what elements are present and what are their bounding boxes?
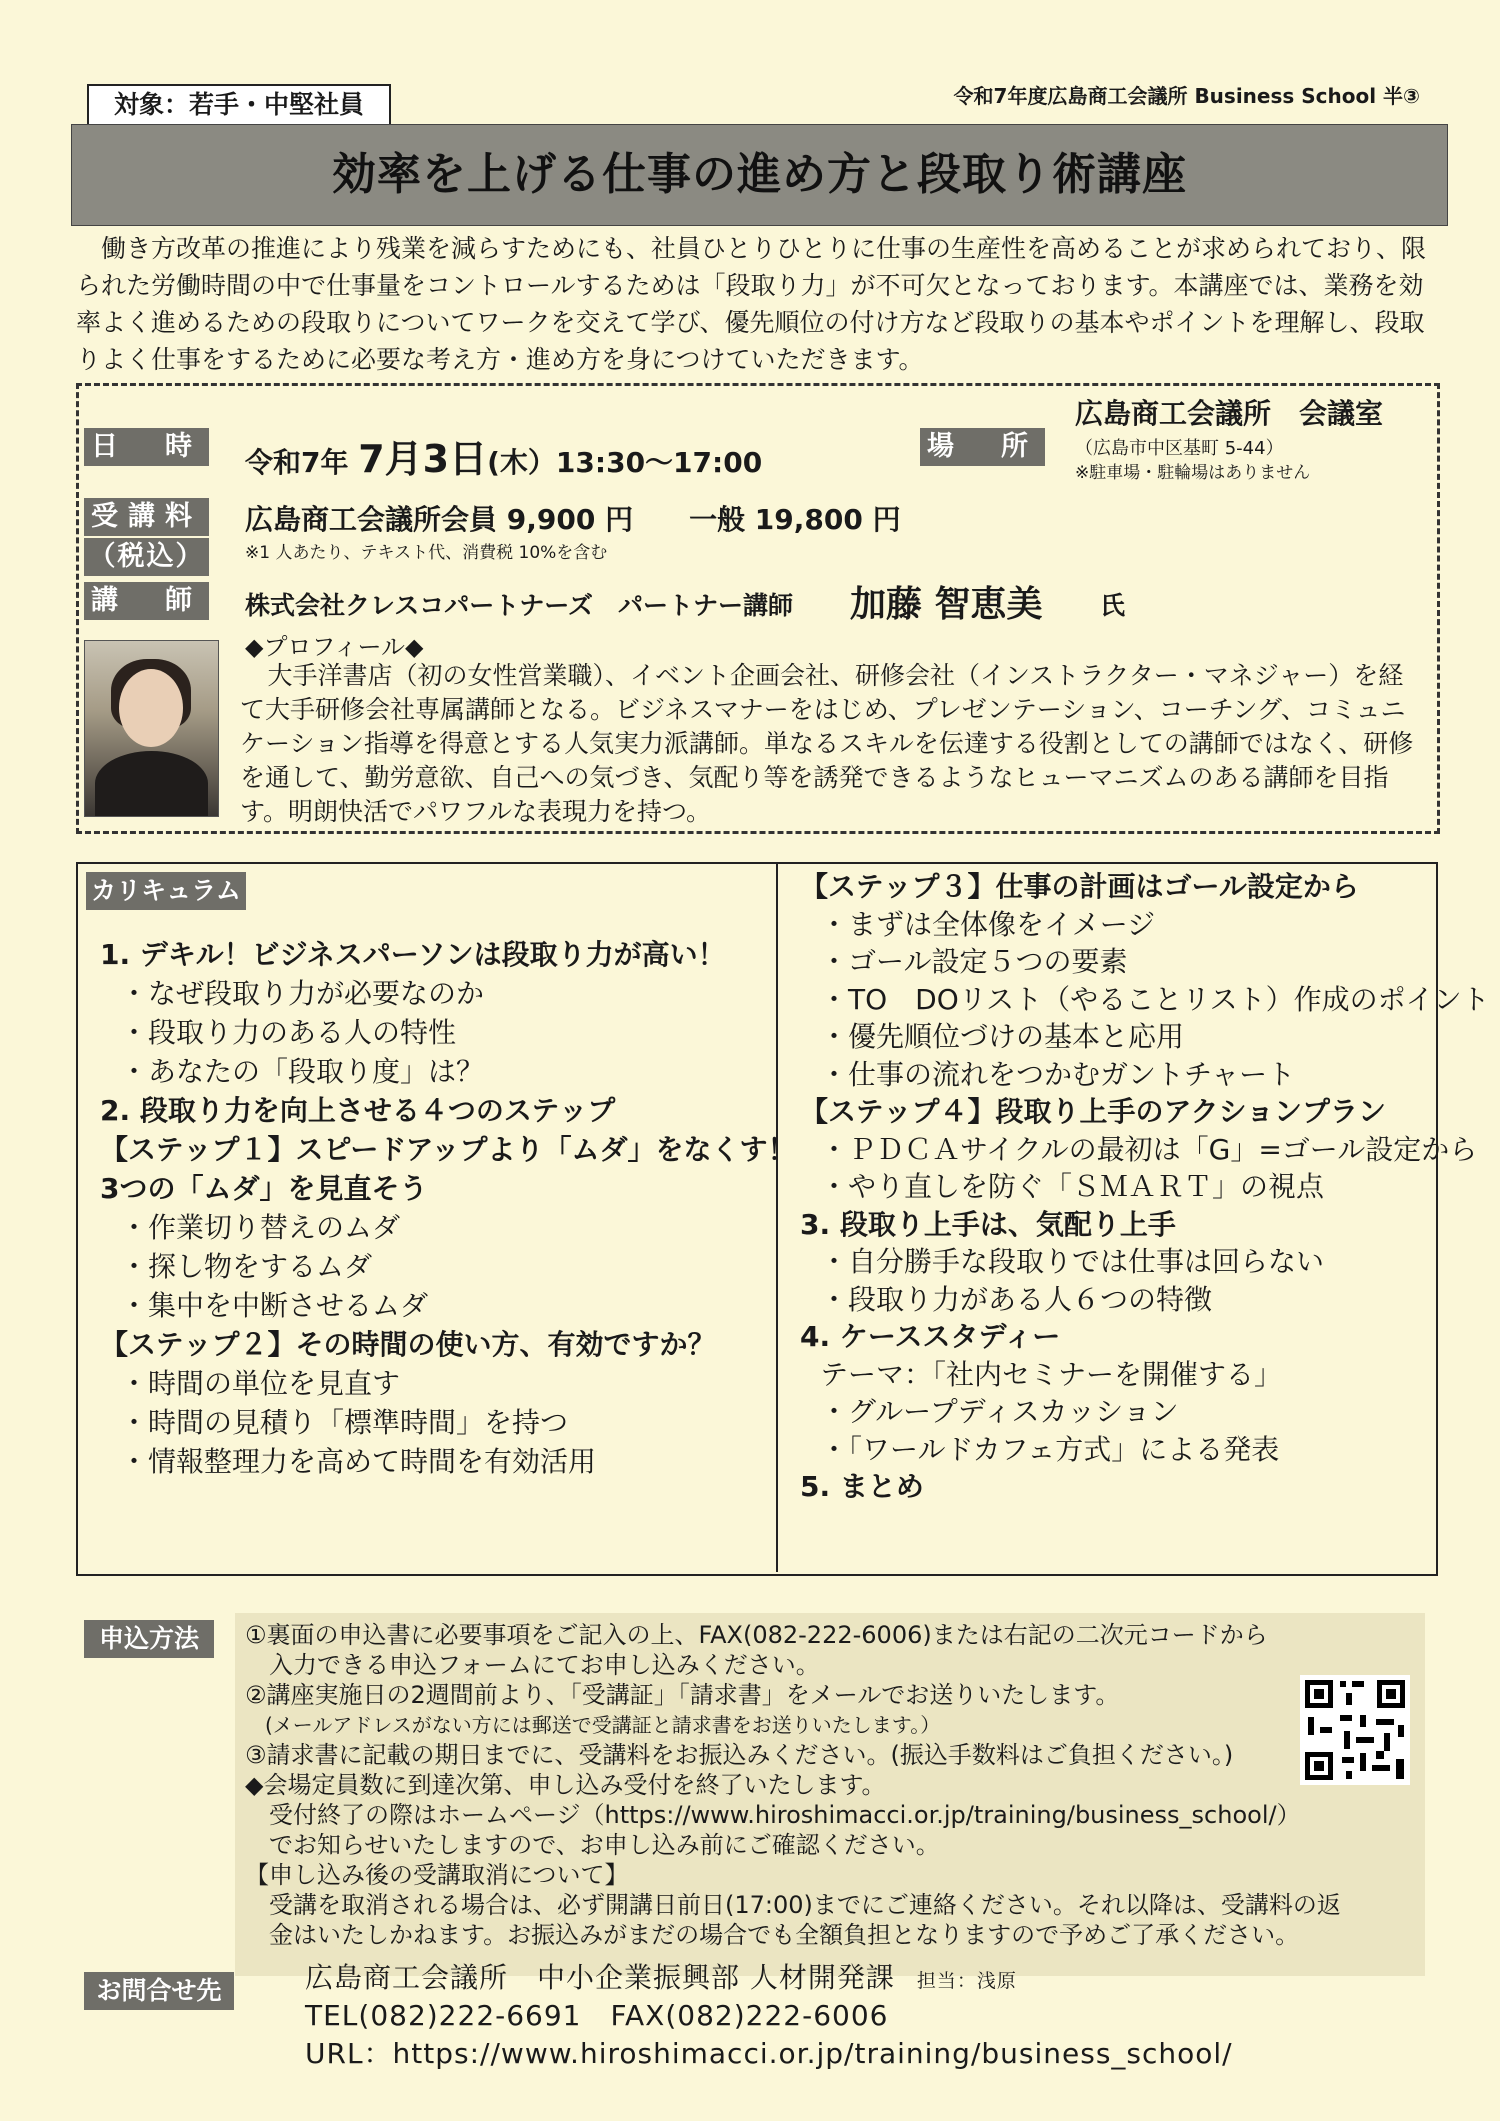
apply-line: ①裏面の申込書に必要事項をご記入の上、FAX(082-222-6006)または右記の二次元コードから: [245, 1621, 1268, 1649]
curriculum-heading: 【ステップ２】その時間の使い方、有効ですか？: [100, 1328, 716, 1361]
curriculum-item: ・グループディスカッション: [820, 1395, 1179, 1428]
curriculum-item: ・段取り力がある人６つの特徴: [820, 1282, 1213, 1316]
contact-url[interactable]: URL：https://www.hiroshimacci.or.jp/training/business_school/: [305, 2037, 1233, 2070]
place-note: ※駐車場・駐輪場はありません: [1075, 463, 1311, 483]
apply-line: 【申し込み後の受講取消について】: [245, 1861, 629, 1889]
fee-text: 広島商工会議所会員 9,900 円 一般 19,800 円: [245, 503, 901, 536]
apply-line: でお知らせいたしますので、お申し込み前にご確認ください。: [245, 1831, 940, 1859]
lecturer-photo: [84, 640, 219, 817]
profile-heading: ◆プロフィール◆: [245, 633, 424, 661]
intro-paragraph: 働き方改革の推進により残業を減らすためにも、社員ひとりひとりに仕事の生産性を高めることが求められており、限られた労働時間の中で仕事量をコントロールするためは「段取り力」が不可欠となっております。本講座では、業務を効率よく進めるための段取りについてワークを交えて学び、優先順位の付け方など段取りの基本やポイントを理解し、段取りよく仕事をするために必要な考え方・進め方を身につけていただきます。: [76, 234, 1427, 374]
curriculum-heading: 5. まとめ: [800, 1470, 924, 1503]
apply-line: 金はいたしかねます。お振込みがまだの場合でも全額負担となりますので予めご了承ください。: [245, 1921, 1300, 1949]
apply-label: 申込方法: [84, 1620, 214, 1658]
curriculum-item: ・あなたの「段取り度」は？: [120, 1055, 485, 1088]
curriculum-item: ・段取り力のある人の特性: [120, 1016, 457, 1049]
curriculum-item: ・作業切り替えのムダ: [120, 1211, 401, 1244]
curriculum-heading: 【ステップ１】スピードアップより「ムダ」をなくす！: [100, 1133, 796, 1166]
curriculum-item: ・まずは全体像をイメージ: [820, 907, 1156, 941]
contact-label: お問合せ先: [84, 1972, 234, 2010]
curriculum-label: カリキュラム: [86, 872, 246, 910]
curriculum-heading: 【ステップ４】段取り上手のアクションプラン: [800, 1095, 1387, 1128]
curriculum-item: ・自分勝手な段取りでは仕事は回らない: [820, 1245, 1325, 1278]
apply-line: 受付終了の際はホームページ（https://www.hiroshimacci.or.jp/training/business_school/）: [245, 1801, 1301, 1829]
curriculum-item: ・ＰＤＣＡサイクルの最初は「G」=ゴール設定から: [820, 1132, 1478, 1166]
curriculum-divider: [776, 862, 778, 1572]
fee-note: ※1 人あたり、テキスト代、消費税 10%を含む: [245, 543, 608, 563]
course-title: 効率を上げる仕事の進め方と段取り術講座: [71, 124, 1448, 226]
place-label: 場 所: [920, 428, 1045, 466]
curriculum-item: ・情報整理力を高めて時間を有効活用: [120, 1445, 597, 1478]
apply-line: ②講座実施日の2週間前より、「受講証」「請求書」をメールでお送りいたします。: [245, 1681, 1120, 1709]
apply-text: [245, 1620, 1341, 1950]
curriculum-heading: 1. デキル！ビジネスパーソンは段取り力が高い！: [100, 938, 726, 971]
curriculum-item: ・仕事の流れをつかむガントチャート: [820, 1057, 1296, 1091]
apply-line: 入力できる申込フォームにてお申し込みください。: [245, 1651, 820, 1679]
curriculum-heading: 3つの「ムダ」を見直そう: [100, 1172, 428, 1205]
apply-line: ◆会場定員数に到達次第、申し込み受付を終了いたします。: [245, 1771, 886, 1799]
lecturer-label: 講 師: [84, 582, 209, 620]
fee-tax-label: （税込）: [84, 538, 209, 576]
date-label: 日 時: [84, 428, 209, 466]
curriculum-heading: 3. 段取り上手は、気配り上手: [800, 1207, 1176, 1241]
curriculum-item: テーマ：「社内セミナーを開催する」: [820, 1357, 1283, 1391]
curriculum-item: ・ゴール設定５つの要素: [820, 945, 1128, 978]
curriculum-item: ・優先順位づけの基本と応用: [820, 1020, 1185, 1053]
course-date: 令和7年 7月3日(木）13:30〜17:00: [245, 437, 763, 481]
contact-phone-fax: TEL(082)222-6691 FAX(082)222-6006: [305, 1999, 889, 2032]
curriculum-item: ・TO DOリスト（やることリスト）作成のポイント: [820, 982, 1490, 1016]
lecturer-company: 株式会社クレスコパートナーズ パートナー講師: [245, 591, 794, 620]
contact-line-1: 広島商工会議所 中小企業振興部 人材開発課 担当：浅原: [305, 1961, 1017, 1994]
lecturer-suffix: 氏: [1100, 591, 1126, 620]
place-name: 広島商工会議所 会議室: [1075, 397, 1384, 430]
curriculum-item: ・時間の単位を見直す: [120, 1367, 401, 1400]
curriculum-heading: 2. 段取り力を向上させる４つのステップ: [100, 1094, 616, 1127]
curriculum-item: ・探し物をするムダ: [120, 1250, 373, 1283]
curriculum-heading: 【ステップ３】仕事の計画はゴール設定から: [800, 870, 1359, 903]
place-address: （広島市中区基町 5-44）: [1075, 438, 1284, 459]
apply-line: 受講を取消される場合は、必ず開講日前日(17:00)までにご連絡ください。それ以降は、受講料の返: [245, 1891, 1341, 1919]
curriculum-item: ・「ワールドカフェ方式」による発表: [820, 1432, 1280, 1466]
curriculum-right-column: [800, 868, 1490, 1506]
target-audience-label: 対象：若手・中堅社員: [87, 84, 391, 126]
lecturer-name: 加藤 智恵美: [850, 584, 1043, 625]
profile-text: 大手洋書店（初の女性営業職）、イベント企画会社、研修会社（インストラクター・マネジャー）を経て大手研修会社専属講師となる。ビジネスマナーをはじめ、プレゼンテーション、コーチング、コミュニケーション指導を得意とする人気実力派講師。単なるスキルを伝達する役割としての講師ではなく、研修を通して、勤労意欲、自己への気づき、気配り等を誘発できるようなヒューマニズムのある講師を目指す。明朗快活でパワフルな表現力を持つ。: [240, 661, 1414, 826]
fee-label: 受講料: [84, 498, 209, 536]
apply-line: ③請求書に記載の期日までに、受講料をお振込みください。(振込手数料はご負担ください。): [245, 1741, 1234, 1769]
series-label: 令和7年度広島商工会議所 Business School 半③: [953, 84, 1420, 108]
curriculum-item: ・時間の見積り「標準時間」を持つ: [120, 1406, 569, 1439]
curriculum-item: ・なぜ段取り力が必要なのか: [120, 977, 485, 1010]
qr-code[interactable]: [1300, 1675, 1410, 1785]
curriculum-item: ・やり直しを防ぐ「ＳＭＡＲＴ」の視点: [820, 1170, 1325, 1203]
curriculum-left-column: [100, 935, 796, 1481]
apply-line: (メールアドレスがない方には郵送で受講証と請求書をお送りいたします。）: [245, 1713, 941, 1737]
curriculum-heading: 4. ケーススタディー: [800, 1320, 1061, 1353]
curriculum-item: ・集中を中断させるムダ: [120, 1289, 429, 1322]
